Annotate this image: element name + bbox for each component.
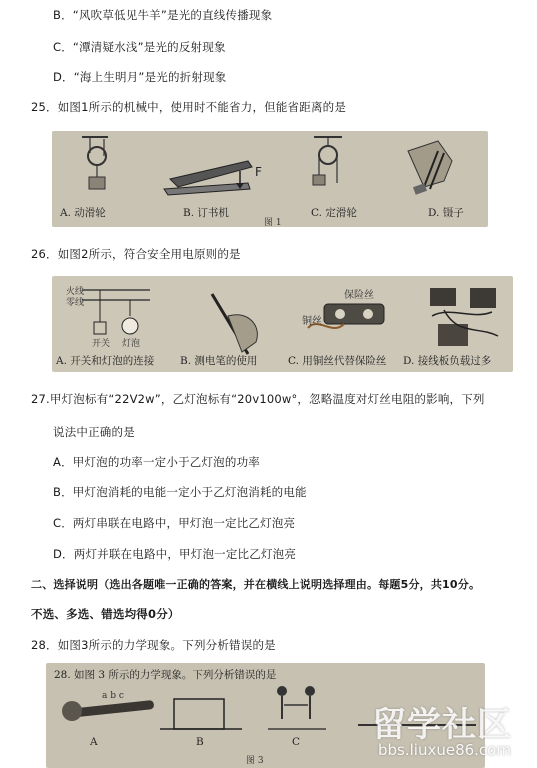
figure-3-printed-stem: 28. 如图 3 所示的力学现象。下列分析错误的是 — [54, 669, 277, 681]
figure-1-caption-b: B. 订书机 — [183, 207, 229, 219]
q27-option-c: C．两灯串联在电路中，甲灯泡一定比乙灯泡亮 — [53, 516, 296, 530]
figure-1-caption-d: D. 镊子 — [428, 207, 464, 219]
figure-2-live-wire-label: 火线 — [66, 287, 85, 297]
figure-3-points: a b c — [102, 691, 124, 701]
figure-2-lamp-label: 灯泡 — [122, 339, 141, 349]
q27-option-d: D．两灯并联在电路中，甲灯泡一定比乙灯泡亮 — [53, 547, 297, 561]
figure-1-drawing — [52, 131, 488, 227]
q27-option-b: B．甲灯泡消耗的电能一定小于乙灯泡消耗的电能 — [53, 485, 307, 499]
figure-3-label: 图 3 — [246, 756, 264, 766]
figure-2-electrical-safety-photo — [52, 276, 513, 372]
q25-stem: 25．如图1所示的机械中，使用时不能省力，但能省距离的是 — [31, 100, 347, 114]
figure-2-caption-b: B. 测电笔的使用 — [180, 355, 258, 367]
figure-1-caption-a: A. 动滑轮 — [60, 207, 106, 219]
q28-stem: 28．如图3所示的力学现象。下列分析错误的是 — [31, 638, 276, 652]
figure-3-caption-b: B — [196, 736, 204, 748]
figure-2-neutral-wire-label: 零线 — [66, 298, 85, 308]
figure-3-caption-a: A — [90, 736, 98, 748]
q27-option-a: A．甲灯泡的功率一定小于乙灯泡的功率 — [53, 455, 260, 469]
q24-option-c: C．“潭清疑水浅”是光的反射现象 — [53, 40, 226, 54]
q26-stem: 26．如图2所示，符合安全用电原则的是 — [31, 247, 241, 261]
figure-1-mechanisms-photo — [52, 131, 488, 227]
q27-stem: 27.甲灯泡标有“22V2w”，乙灯泡标有“20v100w°，忽略温度对灯丝电阻的影响，下列 — [31, 392, 485, 406]
q24-option-b: B．“风吹草低见牛羊”是光的直线传播现象 — [53, 8, 273, 22]
section-2-heading-continued: 不选、多选、错选均得0分） — [31, 607, 180, 621]
watermark-url: bbs.liuxue86.com — [378, 741, 511, 759]
section-2-heading: 二、选择说明（选出各题唯一正确的答案，并在横线上说明选择理由。每题5分，共10分。 — [31, 578, 481, 591]
figure-1-force-label: F — [255, 165, 262, 179]
figure-2-caption-c: C. 用铜丝代替保险丝 — [288, 355, 387, 367]
figure-2-caption-a: A. 开关和灯泡的连接 — [56, 355, 155, 367]
q27-stem-continued: 说法中正确的是 — [53, 425, 135, 439]
figure-1-label: 图 1 — [264, 218, 282, 227]
figure-2-copper-label: 铜丝 — [302, 316, 322, 327]
figure-1-caption-c: C. 定滑轮 — [311, 207, 357, 219]
watermark-logo-text: 留学社区 — [372, 705, 512, 745]
figure-3-caption-c: C — [292, 736, 301, 748]
figure-2-caption-d: D. 接线板负载过多 — [403, 355, 492, 367]
figure-2-switch-label: 开关 — [92, 339, 111, 349]
q24-option-d: D．“海上生明月”是光的折射现象 — [53, 70, 227, 84]
figure-2-fuse-label: 保险丝 — [344, 290, 374, 301]
